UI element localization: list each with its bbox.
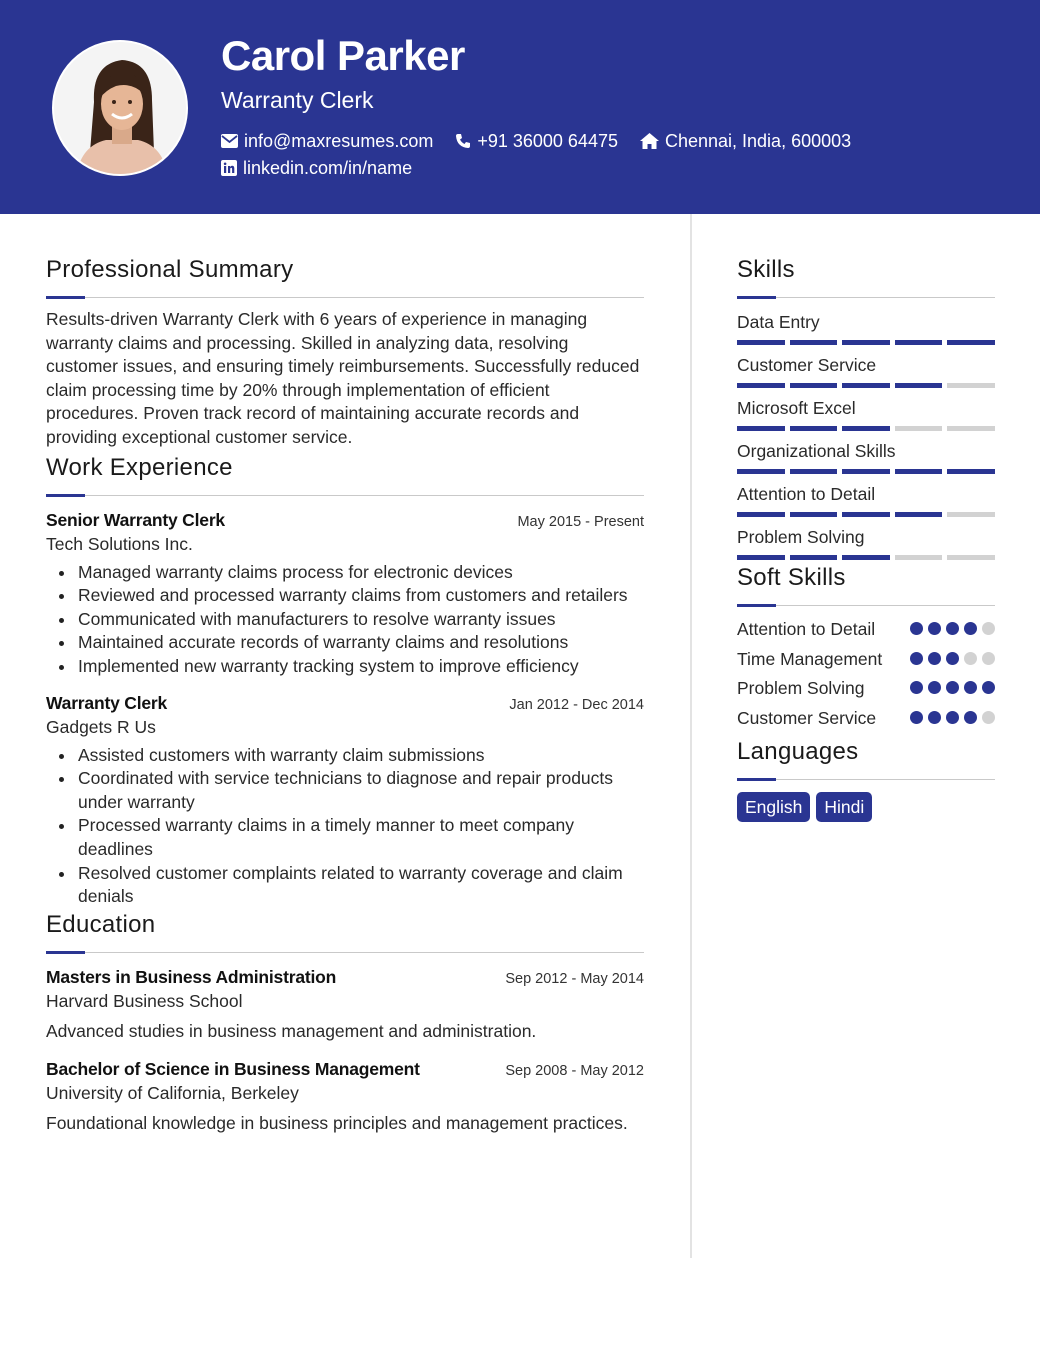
resume-header (0, 0, 1040, 214)
skill-item (737, 310, 995, 345)
skill-level-segment (737, 426, 785, 431)
job-title: Warranty Clerk (46, 692, 168, 713)
job-bullets (46, 744, 644, 909)
rating-dot-icon (946, 622, 959, 635)
skill-level-segment (895, 383, 943, 388)
skill-level-segment (842, 469, 890, 474)
education-entry (46, 965, 644, 1043)
languages-list (737, 792, 995, 822)
rating-dot-icon (964, 711, 977, 724)
phone-icon (455, 133, 471, 149)
skill-level-segment (947, 469, 995, 474)
candidate-title: Warranty Clerk (221, 87, 374, 113)
section-heading: Education (46, 910, 156, 938)
linkedin-text: linkedin.com/in/name (243, 158, 413, 178)
language-badge: English (737, 792, 810, 822)
job-title: Senior Warranty Clerk (46, 509, 225, 530)
skill-level-segment (842, 555, 890, 560)
skill-level-bar (737, 469, 995, 474)
skill-item (737, 525, 995, 560)
rating-dot-icon (928, 681, 941, 694)
section-rule (737, 768, 995, 782)
degree-title: Bachelor of Science in Business Management (46, 1058, 420, 1079)
rating-dot-icon (982, 622, 995, 635)
soft-skill-item (737, 648, 995, 672)
section-heading: Work Experience (46, 453, 233, 481)
skill-name: Microsoft Excel (737, 398, 856, 418)
linkedin-contact[interactable] (221, 155, 412, 181)
soft-skill-rating (910, 622, 995, 635)
skill-item (737, 439, 995, 474)
phone-text: +91 36000 64475 (477, 131, 618, 151)
soft-skill-name: Time Management (737, 648, 883, 669)
list-item: Processed warranty claims in a timely manner to meet company deadlines (46, 814, 644, 861)
degree-title: Masters in Business Administration (46, 966, 337, 987)
skill-level-segment (737, 512, 785, 517)
person-avatar-icon (54, 42, 188, 176)
list-item: Resolved customer complaints related to warranty coverage and claim denials (46, 862, 644, 909)
job-bullets (46, 561, 644, 679)
linkedin-icon (221, 160, 237, 176)
skill-name: Problem Solving (737, 527, 865, 547)
skill-level-segment (842, 340, 890, 345)
skill-level-bar (737, 383, 995, 388)
summary-section (46, 254, 644, 450)
list-item: Implemented new warranty tracking system to improve efficiency (46, 655, 644, 679)
soft-skill-name: Customer Service (737, 707, 877, 728)
section-heading: Professional Summary (46, 256, 294, 283)
email-contact[interactable] (221, 128, 433, 154)
list-item: Assisted customers with warranty claim submissions (46, 744, 644, 768)
skill-item (737, 482, 995, 517)
job-date: Jan 2012 - Dec 2014 (509, 696, 644, 713)
skill-level-segment (790, 469, 838, 474)
skill-level-segment (790, 383, 838, 388)
candidate-name: Carol Parker (221, 32, 465, 79)
envelope-icon (221, 134, 238, 148)
soft-skill-rating (910, 652, 995, 665)
company-name: Gadgets R Us (46, 716, 156, 737)
skill-level-bar (737, 512, 995, 517)
soft-skill-rating (910, 711, 995, 724)
rating-dot-icon (964, 681, 977, 694)
rating-dot-icon (982, 711, 995, 724)
soft-skills-list (737, 618, 995, 730)
skill-item (737, 353, 995, 388)
skill-level-segment (947, 426, 995, 431)
column-divider (690, 214, 692, 1258)
skill-level-segment (895, 426, 943, 431)
skills-section (737, 254, 995, 560)
soft-skill-item (737, 677, 995, 701)
skills-list (737, 310, 995, 560)
list-item: Reviewed and processed warranty claims from customers and retailers (46, 584, 644, 608)
section-rule (46, 941, 644, 955)
languages-section (737, 736, 995, 822)
skill-level-segment (947, 340, 995, 345)
rating-dot-icon (928, 652, 941, 665)
summary-text: Results-driven Warranty Clerk with 6 years of experience in managing warranty claims and processing. Skilled in analyzing data, resolving customer issues, and ensuring timely reimbursements. Successfully reduced claim processing time by 20% through implementation of efficient procedures. Proven track record of maintaining accurate records and providing exceptional customer service. (46, 309, 640, 447)
skill-level-segment (790, 426, 838, 431)
rating-dot-icon (982, 681, 995, 694)
rating-dot-icon (910, 711, 923, 724)
skill-level-segment (790, 340, 838, 345)
education-description: Advanced studies in business management and administration. (46, 1020, 537, 1041)
email-text: info@maxresumes.com (244, 131, 434, 151)
rating-dot-icon (964, 652, 977, 665)
education-description: Foundational knowledge in business principles and management practices. (46, 1112, 628, 1133)
list-item: Communicated with manufacturers to resolve warranty issues (46, 608, 644, 632)
skill-level-segment (737, 555, 785, 560)
rating-dot-icon (946, 711, 959, 724)
soft-skills-section (737, 562, 995, 730)
experience-section (46, 452, 644, 909)
skill-level-segment (895, 469, 943, 474)
section-rule (737, 594, 995, 608)
location-text: Chennai, India, 600003 (664, 131, 852, 151)
soft-skill-name: Attention to Detail (737, 619, 876, 639)
list-item: Managed warranty claims process for electronic devices (46, 561, 644, 585)
skill-item (737, 396, 995, 431)
skill-level-bar (737, 426, 995, 431)
location-contact (640, 128, 851, 154)
skill-level-segment (895, 512, 943, 517)
section-rule (46, 286, 644, 300)
education-date: Sep 2008 - May 2012 (505, 1062, 644, 1079)
rating-dot-icon (946, 652, 959, 665)
section-heading: Languages (737, 738, 859, 766)
soft-skill-name: Problem Solving (737, 678, 865, 699)
sidebar-column (737, 254, 995, 822)
school-name: Harvard Business School (46, 990, 243, 1011)
skill-level-segment (737, 340, 785, 345)
skill-level-segment (790, 512, 838, 517)
contact-info (221, 128, 873, 182)
skill-name: Data Entry (737, 312, 820, 332)
list-item: Maintained accurate records of warranty claims and resolutions (46, 631, 644, 655)
skill-name: Customer Service (737, 355, 877, 375)
language-badge: Hindi (816, 792, 872, 822)
skill-level-bar (737, 555, 995, 560)
rating-dot-icon (910, 652, 923, 665)
education-entry (46, 1057, 644, 1135)
rating-dot-icon (910, 681, 923, 694)
education-section (46, 909, 644, 1135)
soft-skill-rating (910, 681, 995, 694)
section-heading: Soft Skills (737, 564, 846, 591)
skill-level-segment (947, 512, 995, 517)
soft-skill-item (737, 618, 995, 642)
rating-dot-icon (910, 622, 923, 635)
rating-dot-icon (928, 622, 941, 635)
skill-level-segment (947, 555, 995, 560)
rating-dot-icon (946, 681, 959, 694)
section-heading: Skills (737, 256, 795, 283)
job-entry (46, 508, 644, 679)
rating-dot-icon (928, 711, 941, 724)
job-entry (46, 691, 644, 909)
skill-level-segment (737, 383, 785, 388)
skill-level-segment (947, 383, 995, 388)
profile-photo (52, 40, 188, 176)
skill-name: Attention to Detail (737, 484, 876, 504)
school-name: University of California, Berkeley (46, 1082, 299, 1103)
phone-contact[interactable] (455, 128, 618, 154)
skill-level-segment (737, 469, 785, 474)
job-date: May 2015 - Present (517, 513, 644, 530)
education-date: Sep 2012 - May 2014 (505, 970, 644, 987)
rating-dot-icon (964, 622, 977, 635)
skill-level-segment (842, 426, 890, 431)
skill-name: Organizational Skills (737, 441, 896, 461)
skill-level-bar (737, 340, 995, 345)
skill-level-segment (895, 555, 943, 560)
company-name: Tech Solutions Inc. (46, 533, 193, 554)
rating-dot-icon (982, 652, 995, 665)
home-icon (640, 133, 659, 149)
main-column (46, 254, 644, 1149)
skill-level-segment (842, 512, 890, 517)
section-rule (737, 286, 995, 300)
skill-level-segment (790, 555, 838, 560)
section-rule (46, 484, 644, 498)
list-item: Coordinated with service technicians to diagnose and repair products under warranty (46, 767, 644, 814)
skill-level-segment (895, 340, 943, 345)
skill-level-segment (842, 383, 890, 388)
soft-skill-item (737, 707, 995, 731)
